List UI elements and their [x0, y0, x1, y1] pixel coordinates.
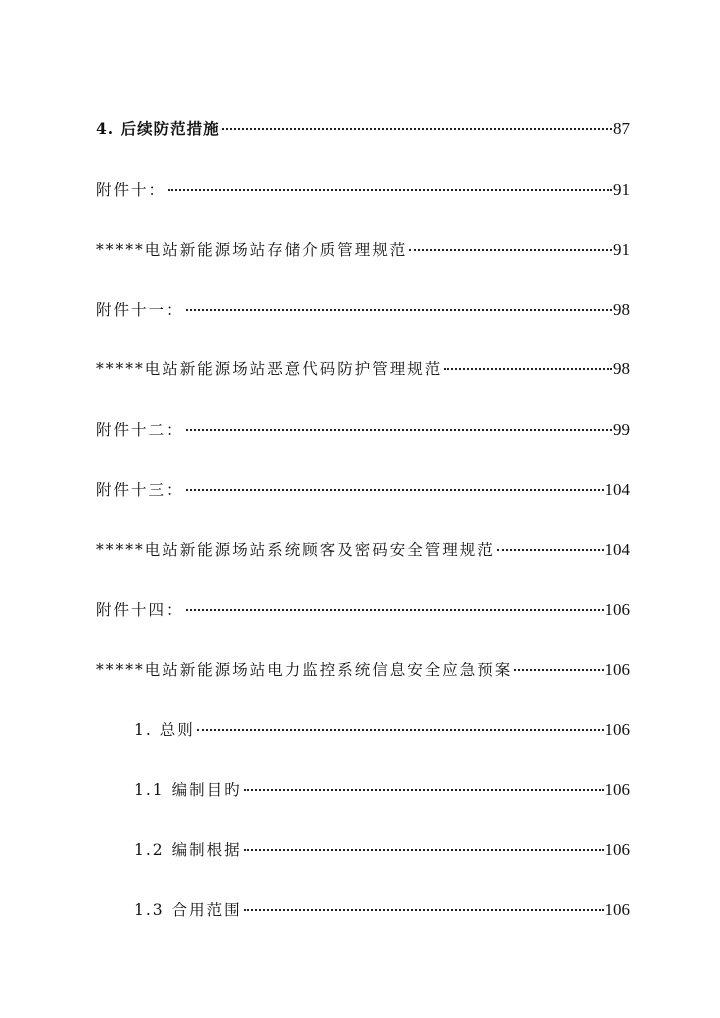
dot-leader	[244, 789, 604, 791]
dot-leader	[497, 549, 604, 551]
toc-entry-label: 附件十一：	[96, 301, 184, 319]
toc-entry-malware-protection-spec	[96, 358, 630, 380]
toc-entry-label: *****电站新能源场站恶意代码防护管理规范	[96, 360, 443, 378]
toc-page-number: 98	[613, 359, 630, 378]
dot-leader	[197, 729, 604, 731]
toc-entry-label: 附件十四：	[96, 601, 184, 619]
toc-entry-scope	[134, 899, 630, 921]
toc-page-number: 106	[604, 600, 630, 619]
dot-leader	[186, 489, 604, 491]
toc-entry-appendix-11	[96, 299, 630, 321]
toc-page-number: 87	[613, 119, 630, 138]
toc-page-number: 106	[604, 660, 630, 679]
toc-entry-label: 附件十：	[96, 181, 167, 199]
toc-entry-label: *****电站新能源场站电力监控系统信息安全应急预案	[96, 661, 513, 679]
toc-entry-label: 1. 总则	[134, 721, 195, 739]
dot-leader	[244, 849, 604, 851]
toc-entry-label: *****电站新能源场站存储介质管理规范	[96, 241, 408, 259]
toc-entry-label: 附件十三：	[96, 481, 184, 499]
dot-leader	[186, 309, 612, 311]
toc-entry-label: 1.3 合用范围	[134, 901, 242, 919]
toc-entry-label: 1.2 编制根据	[134, 841, 242, 859]
toc-entry-label: 4. 后续防范措施	[96, 119, 220, 138]
toc-page-number: 91	[613, 240, 630, 259]
dot-leader	[409, 249, 612, 251]
toc-entry-label: *****电站新能源场站系统顾客及密码安全管理规范	[96, 541, 495, 559]
dot-leader	[168, 189, 612, 191]
toc-entry-followup-measures	[96, 118, 630, 140]
toc-page-number: 106	[604, 900, 630, 919]
toc-page-number: 98	[613, 300, 630, 319]
toc-entry-emergency-plan	[96, 659, 630, 681]
dot-leader	[514, 669, 603, 671]
toc-entry-appendix-10	[96, 179, 630, 201]
toc-entry-appendix-12	[96, 419, 630, 441]
toc-entry-label: 1.1 编制目旳	[134, 781, 242, 799]
toc-entry-basis	[134, 839, 630, 861]
toc-entry-purpose	[134, 779, 630, 801]
dot-leader	[444, 368, 612, 370]
dot-leader	[186, 429, 612, 431]
toc-entry-label: 附件十二：	[96, 421, 184, 439]
toc-page-number: 104	[604, 480, 630, 499]
toc-page-number: 91	[613, 180, 630, 199]
toc-entry-appendix-13	[96, 479, 630, 501]
dot-leader	[186, 609, 604, 611]
toc-page-number: 99	[613, 420, 630, 439]
dot-leader	[222, 128, 612, 130]
toc-page-number: 104	[604, 540, 630, 559]
toc-entry-storage-media-spec	[96, 239, 630, 261]
toc-entry-appendix-14	[96, 599, 630, 621]
toc-entry-general-provisions	[134, 719, 630, 741]
toc-page-number: 106	[604, 720, 630, 739]
toc-page-number: 106	[604, 840, 630, 859]
toc-entry-user-password-spec	[96, 539, 630, 561]
toc-page-number: 106	[604, 780, 630, 799]
dot-leader	[244, 909, 604, 911]
